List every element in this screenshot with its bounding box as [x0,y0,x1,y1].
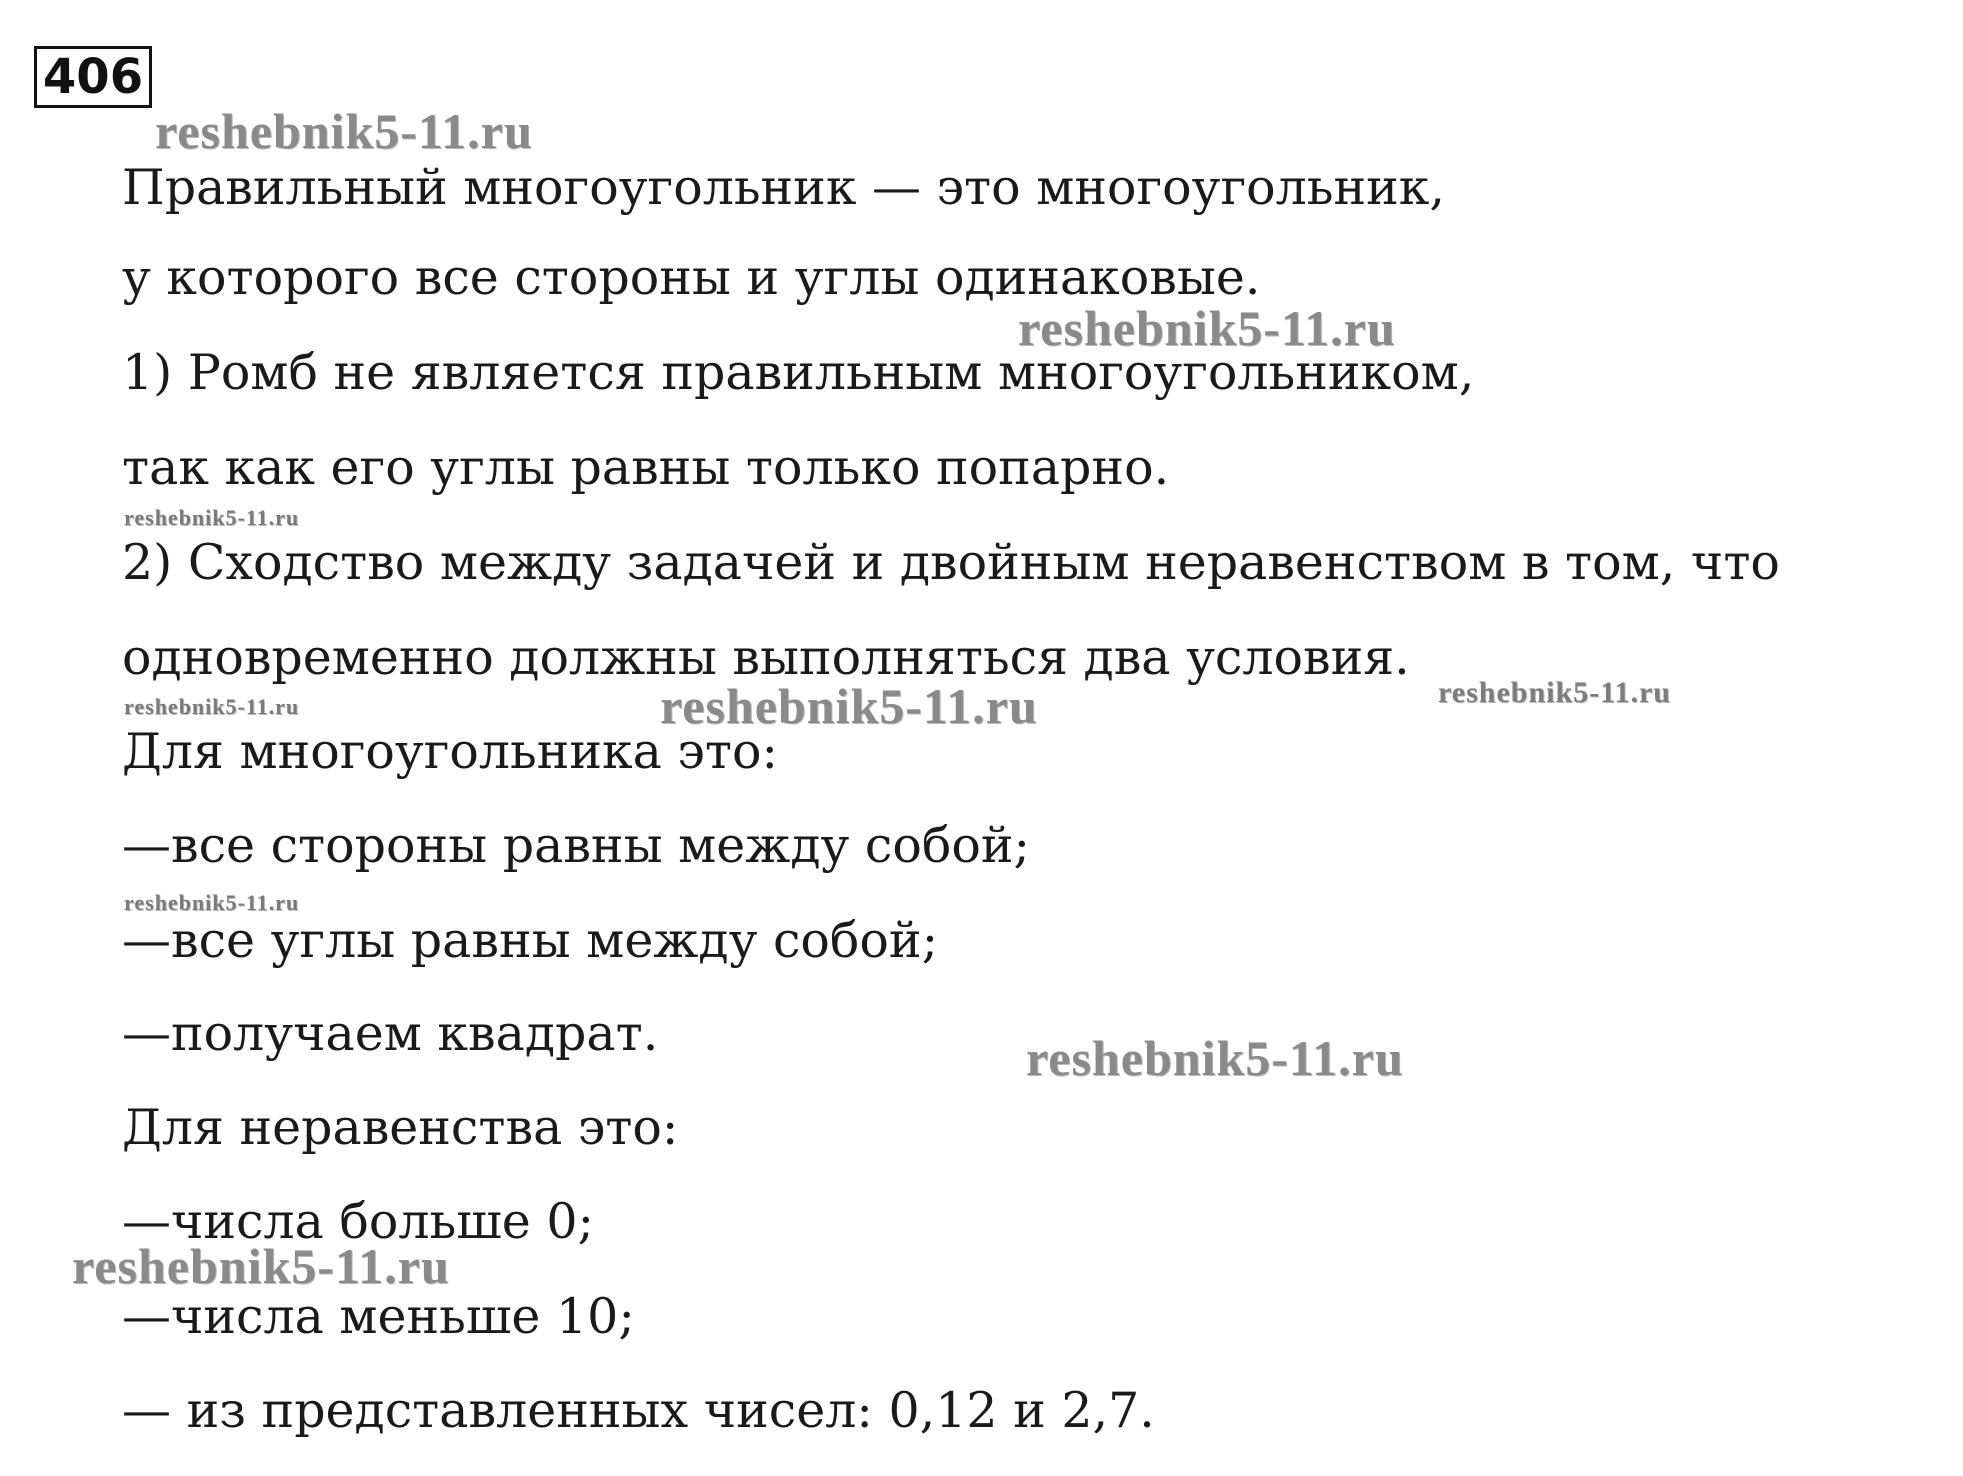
text-line-5: 2) Сходство между задачей и двойным неравенством в том, что [122,534,1780,591]
text-line-10: —получаем квадрат. [122,1005,659,1062]
watermark: reshebnik5-11.ru [1026,1030,1404,1086]
watermark: reshebnik5-11.ru [1018,300,1396,356]
text-line-8: —все стороны равны между собой; [122,817,1031,874]
text-line-9: —все углы равны между собой; [122,912,939,969]
watermark: reshebnik5-11.ru [124,505,300,530]
text-line-14: — из представленных чисел: 0,12 и 2,7. [122,1382,1155,1439]
watermark: reshebnik5-11.ru [72,1238,450,1294]
watermark: reshebnik5-11.ru [124,694,300,719]
text-line-12: —числа больше 0; [122,1193,595,1250]
watermark: reshebnik5-11.ru [124,890,300,915]
watermark: reshebnik5-11.ru [1438,676,1671,709]
text-line-6: одновременно должны выполняться два условия. [122,629,1410,686]
text-line-4: так как его углы равны только попарно. [122,439,1170,496]
watermark: reshebnik5-11.ru [660,678,1038,734]
text-line-1: Правильный многоугольник — это многоугольник, [122,159,1445,216]
text-line-3: 1) Ромб не является правильным многоугольником, [122,344,1475,401]
text-line-13: —числа меньше 10; [122,1288,635,1345]
text-line-11: Для неравенства это: [122,1099,679,1156]
watermark: reshebnik5-11.ru [155,103,533,159]
text-line-7: Для многоугольника это: [122,723,778,780]
text-line-2: у которого все стороны и углы одинаковые. [122,249,1261,306]
problem-number: 406 [34,46,152,108]
